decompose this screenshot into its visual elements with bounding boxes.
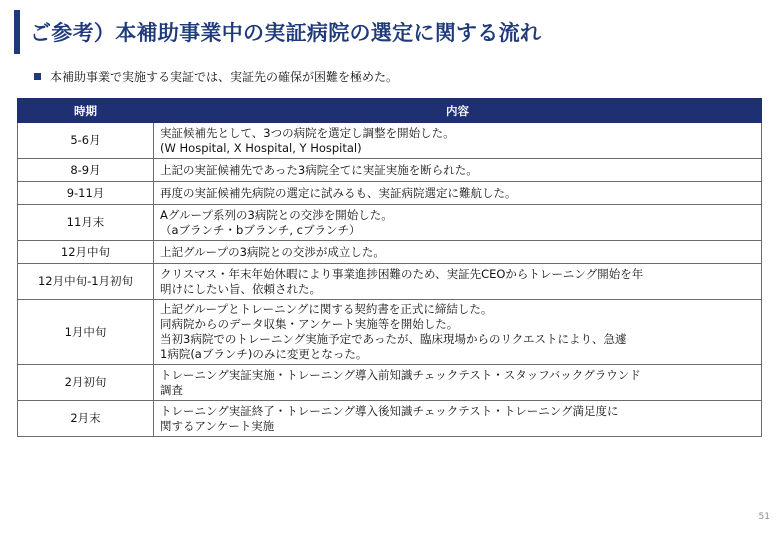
period-cell: 8-9月 [18, 159, 154, 182]
content-line: トレーニング実証終了・トレーニング導入後知識チェックテスト・トレーニング満足度に [160, 403, 619, 418]
content-cell [154, 264, 762, 300]
content-line: 明けにしたい旨、依頼された。 [160, 281, 321, 296]
content-line: 関するアンケート実施 [160, 418, 275, 433]
content-line: 上記の実証候補先であった3病院全てに実証実施を断られた。 [160, 162, 478, 177]
table-row [18, 264, 762, 300]
content-cell [154, 300, 762, 365]
table-row [18, 182, 762, 205]
content-line: (W Hospital, X Hospital, Y Hospital) [160, 140, 362, 155]
table-row [18, 365, 762, 401]
timeline-table [17, 98, 762, 437]
period-cell: 9-11月 [18, 182, 154, 205]
content-line: 1病院(aブランチ)のみに変更となった。 [160, 347, 368, 361]
table-row [18, 401, 762, 437]
content-line: 上記グループの3病院との交渉が成立した。 [160, 244, 385, 259]
period-cell: 5-6月 [18, 123, 154, 159]
table-row [18, 123, 762, 159]
content-cell [154, 159, 762, 182]
content-line: Aグループ系列の3病院との交渉を開始した。 [160, 207, 393, 222]
content-line: 同病院からのデータ収集・アンケート実施等を開始した。 [160, 317, 459, 331]
content-cell [154, 182, 762, 205]
content-cell [154, 123, 762, 159]
header-content: 内容 [154, 99, 762, 123]
content-line: トレーニング実証実施・トレーニング導入前知識チェックテスト・スタッフバックグラウンド [160, 367, 641, 382]
table-row [18, 300, 762, 365]
content-line: クリスマス・年末年始休暇により事業進捗困難のため、実証先CEOからトレーニング開始を年 [160, 266, 644, 281]
square-bullet-icon [34, 73, 41, 80]
content-cell [154, 205, 762, 241]
period-cell: 2月初旬 [18, 365, 154, 401]
period-cell: 2月末 [18, 401, 154, 437]
content-line: 上記グループとトレーニングに関する契約書を正式に締結した。 [160, 302, 493, 316]
table-row [18, 205, 762, 241]
content-cell [154, 401, 762, 437]
summary-text: 本補助事業で実施する実証では、実証先の確保が困難を極めた。 [50, 70, 399, 84]
content-line: 当初3病院でのトレーニング実施予定であったが、臨床現場からのリクエストにより、急遽 [160, 332, 627, 346]
content-cell [154, 241, 762, 264]
content-line: （aブランチ・bブランチ, cブランチ） [160, 222, 361, 237]
header-period: 時期 [18, 99, 154, 123]
content-line: 実証候補先として、3つの病院を選定し調整を開始した。 [160, 125, 455, 140]
content-line: 調査 [160, 382, 183, 397]
period-cell: 11月末 [18, 205, 154, 241]
table-row [18, 241, 762, 264]
page-number: 51 [758, 512, 770, 522]
summary-bullet [34, 68, 398, 85]
page-title: ご参考）本補助事業中の実証病院の選定に関する流れ [30, 21, 542, 45]
content-line: 再度の実証候補先病院の選定に試みるも、実証病院選定に難航した。 [160, 185, 517, 200]
title-accent-bar [14, 10, 20, 54]
period-cell: 1月中旬 [18, 300, 154, 365]
content-cell [154, 365, 762, 401]
period-cell: 12月中旬 [18, 241, 154, 264]
table-row [18, 159, 762, 182]
period-cell: 12月中旬-1月初旬 [18, 264, 154, 300]
table-header-row [18, 99, 762, 123]
